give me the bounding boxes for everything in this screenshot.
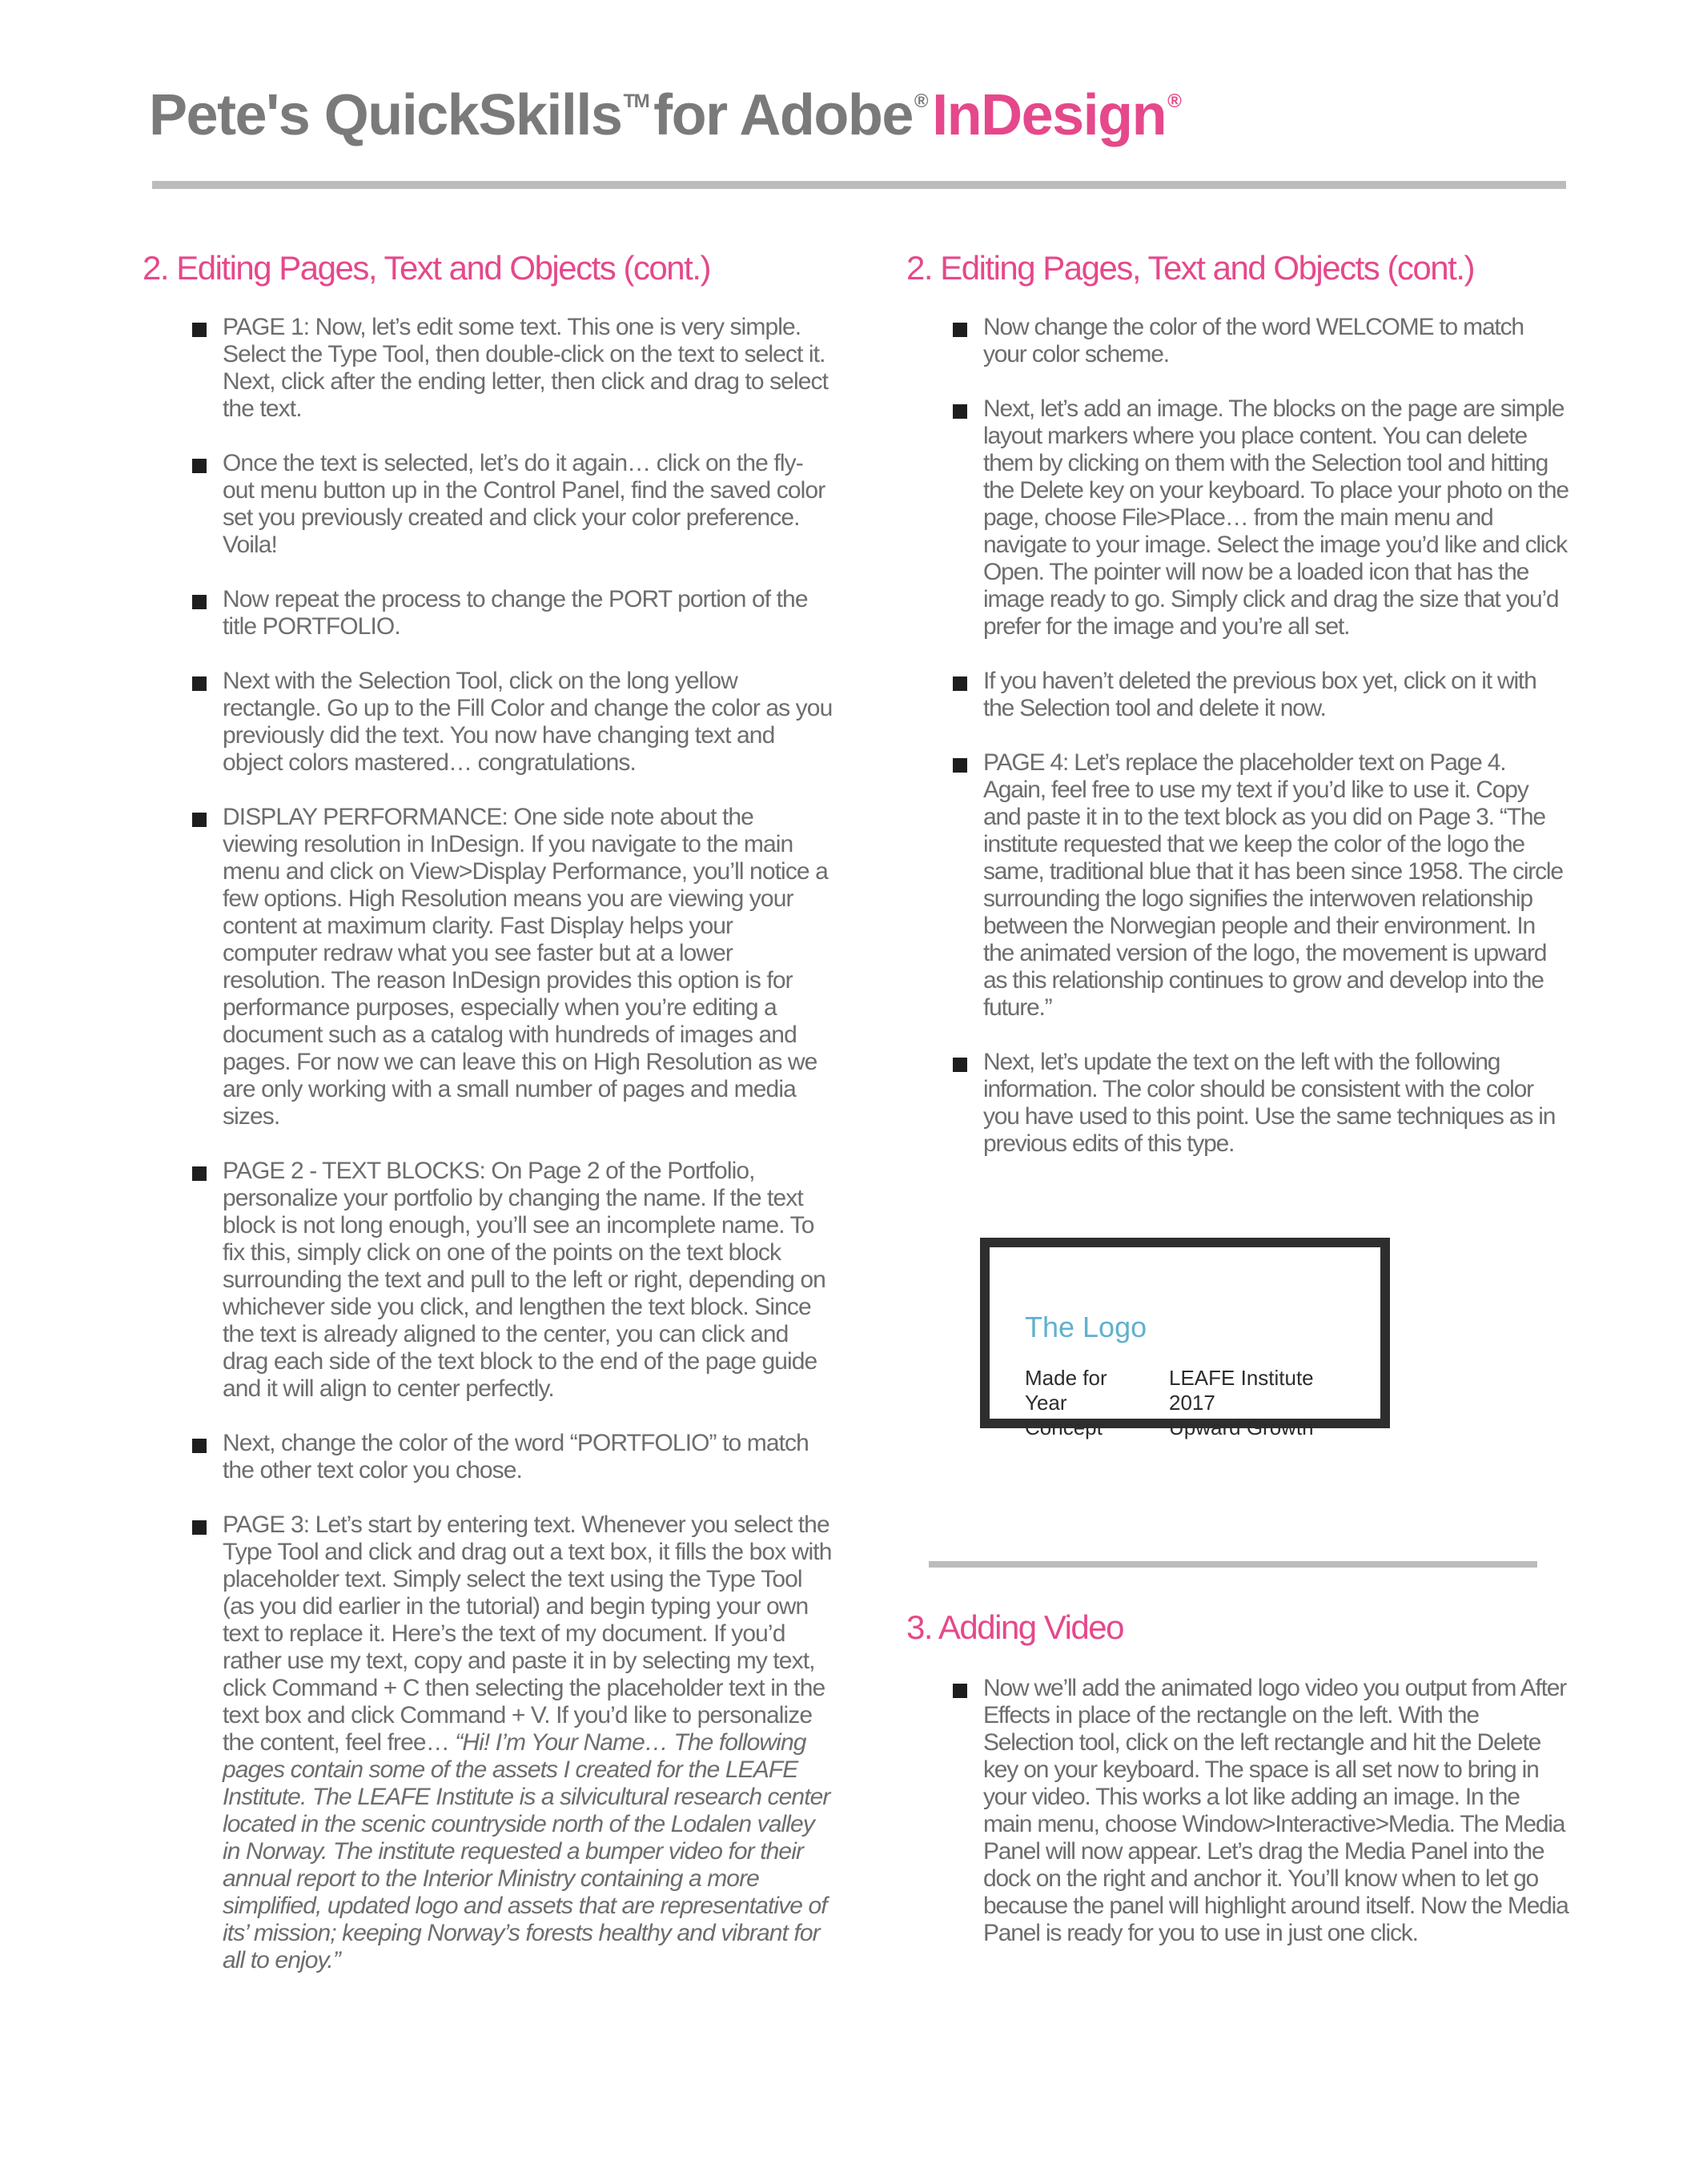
list-item-page3 <box>192 1512 833 1974</box>
video-section-heading: 3. Adding Video <box>906 1608 1123 1646</box>
logo-card-title: The Logo <box>1025 1311 1147 1343</box>
logo-info-card <box>980 1238 1390 1439</box>
trademark-mark: TM <box>623 90 649 112</box>
list-item: Next, let’s update the text on the left with the following information. The color should be consistent with the color you have used to this point. Use the same techniques as in previous edits of this type. <box>953 1049 1569 1158</box>
list-item: PAGE 2 - TEXT BLOCKS: On Page 2 of the Portfolio, personalize your portfolio by changing the name. If the text block is not long enough, you’ll see an incomplete name. To fix this, simply click on one of the points on the text block surrounding the text and pull to the left or right, depending on whichever side you click, and lengthen the text block. Since the text is already aligned to the center, you can click and drag each side of the text block to the end of the page guide and it will align to center perfectly. <box>192 1158 833 1403</box>
section-divider <box>929 1561 1537 1568</box>
list-item: PAGE 4: Let’s replace the placeholder text on Page 4. Again, feel free to use my text if you’d like to use it. Copy and paste it in to the text block as you did on Page 3. “The institute requested that we keep the color of the logo the same, traditional blue that it has been since 1958. The circle surrounding the logo signifies the interwoven relationship between the Norwegian people and their environment. In the animated version of the logo, the movement is upward as this relationship continues to grow and develop into the future.” <box>953 749 1569 1022</box>
row-label: Concept <box>1025 1415 1103 1439</box>
registered-mark-2: ® <box>1167 90 1181 112</box>
list-item: Now repeat the process to change the PORT portion of the title PORTFOLIO. <box>192 586 833 640</box>
right-instruction-list <box>953 314 1569 1185</box>
page3-intro: PAGE 3: Let’s start by entering text. Whenever you select the Type Tool and click and drag out a text box, it fills the box with placeholder text. Simply select the text using the Type Tool (as you did earlier in the tutorial) and begin typing your own text to replace it. Here’s the text of my document. If you’d rather use my text, copy and paste it in by selecting my text, click Command + C then selecting the placeholder text in the text box and click Command + V. If you’d like to personalize the content, feel free… <box>223 1512 832 1756</box>
page-title <box>149 83 1185 147</box>
list-item: Once the text is selected, let’s do it again… click on the fly-out menu button up in the Control Panel, find the saved color set you previously created and click your color preference. Voila! <box>192 450 833 559</box>
list-item: Now we’ll add the animated logo video you output from After Effects in place of the rectangle on the left. With the Selection tool, click on the left rectangle and hit the Delete key on your keyboard. The space is all set now to bring in your video. This works a lot like adding an image. In the main menu, choose Window>Interactive>Media. The Media Panel will now appear. Let’s drag the Media Panel into the dock on the right and anchor it. You’ll know when to let go because the panel will highlight around itself. Now the Media Panel is ready for you to use in just one click. <box>953 1675 1569 1947</box>
title-part2: for Adobe <box>653 83 913 147</box>
logo-row-year <box>1025 1392 1215 1413</box>
list-item: PAGE 1: Now, let’s edit some text. This one is very simple. Select the Type Tool, then double-click on the text to select it. Next, click after the ending letter, then click and drag to select the text. <box>192 314 833 423</box>
video-instruction-list <box>953 1675 1569 1947</box>
list-item: DISPLAY PERFORMANCE: One side note about the viewing resolution in InDesign. If you navigate to the main menu and click on View>Display Performance, you’ll notice a few options. High Resolution means you are viewing your content at maximum clarity. Fast Display helps your computer redraw what you see faster but at a lower resolution. The reason InDesign provides this option is for performance purposes, especially when you’re editing a document such as a catalog with hundreds of images and pages. For now we can leave this on High Resolution as we are only working with a small number of pages and media sizes. <box>192 804 833 1130</box>
row-value: LEAFE Institute <box>1169 1366 1314 1390</box>
logo-row-made-for <box>1025 1367 1314 1388</box>
row-label: Year <box>1025 1391 1067 1415</box>
row-label: Made for <box>1025 1366 1107 1390</box>
list-item: If you haven’t deleted the previous box yet, click on it with the Selection tool and delete it now. <box>953 668 1569 722</box>
row-value: 2017 <box>1169 1391 1215 1415</box>
list-item: Next, change the color of the word “PORTFOLIO” to match the other text color you chose. <box>192 1430 833 1484</box>
list-item: Next, let’s add an image. The blocks on the page are simple layout markers where you place content. You can delete them by clicking on them with the Selection tool and hitting the Delete key on your keyboard. To place your photo on the page, choose File>Place… from the main menu and navigate to your image. Select the image you’d like and click Open. The pointer will now be a loaded icon that has the image ready to go. Simply click and drag the size that you’d prefer for the image and you’re all set. <box>953 395 1569 640</box>
logo-row-concept <box>1025 1417 1314 1438</box>
list-item: Next with the Selection Tool, click on the long yellow rectangle. Go up to the Fill Color and change the color as you previously did the text. You now have changing text and object colors mastered… congratulations. <box>192 668 833 777</box>
page3-quote: “Hi! I’m Your Name… The following pages contain some of the assets I created for the LEAFE Institute. The LEAFE Institute is a silvicultural research center located in the scenic countryside north of the Lodalen valley in Norway. The institute requested a bumper video for their annual report to the Interior Ministry containing a more simplified, updated logo and assets that are representative of its’ mission; keeping Norway’s forests healthy and vibrant for all to enjoy.” <box>223 1729 830 1973</box>
right-section-heading: 2. Editing Pages, Text and Objects (cont.) <box>906 249 1474 287</box>
row-value: Upward Growth <box>1169 1415 1314 1439</box>
registered-mark: ® <box>914 90 928 112</box>
header-divider <box>152 181 1566 189</box>
list-item: Now change the color of the word WELCOME to match your color scheme. <box>953 314 1569 368</box>
title-part1: Pete's QuickSkills <box>149 83 622 147</box>
title-accent: InDesign <box>932 83 1167 147</box>
left-instruction-list <box>192 314 833 2001</box>
left-section-heading: 2. Editing Pages, Text and Objects (cont.) <box>143 249 710 287</box>
